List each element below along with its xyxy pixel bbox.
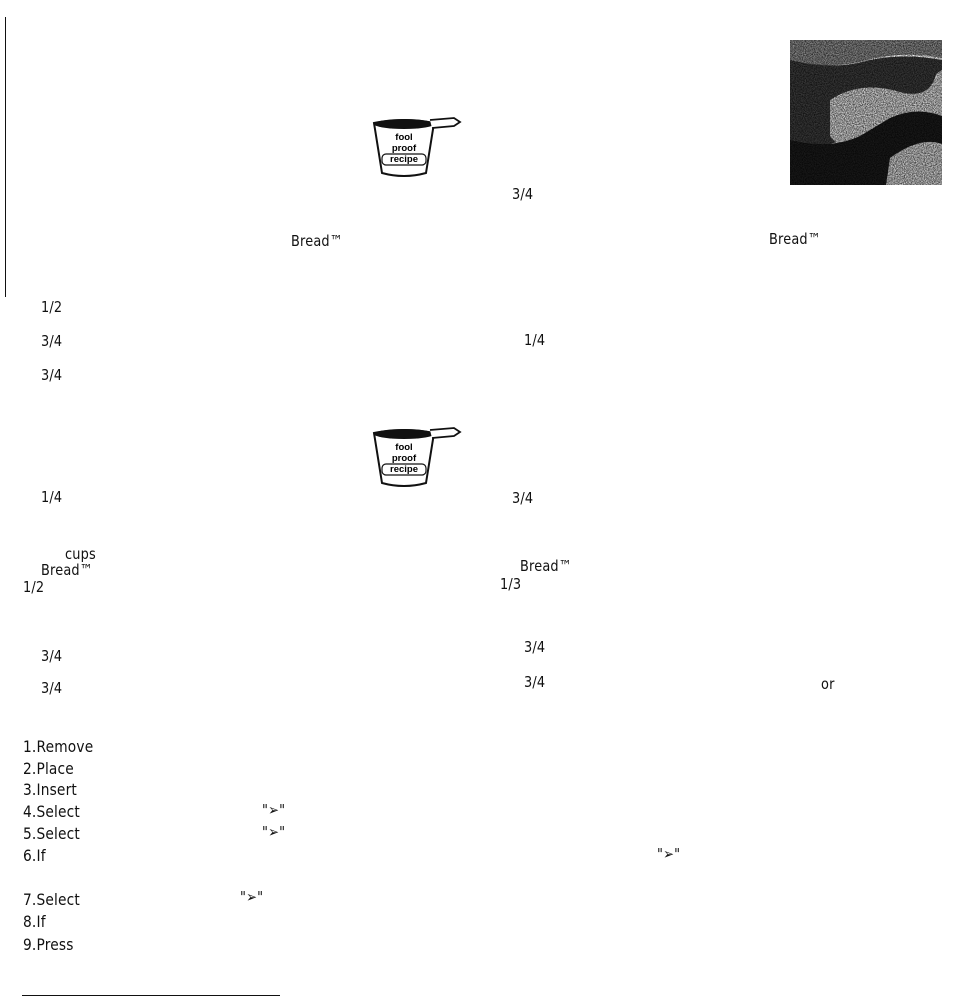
- text-fragment: 1/2: [23, 578, 45, 596]
- text-fragment: cups: [65, 545, 96, 563]
- text-fragment: 3/4: [512, 185, 534, 203]
- step-7: 7.Select: [23, 890, 80, 909]
- text-fragment: 3/4: [41, 366, 63, 384]
- text-fragment: Bread™: [769, 230, 821, 248]
- text-fragment: 3/4: [41, 647, 63, 665]
- fool-proof-recipe-icon: [368, 425, 462, 487]
- arrow-symbol: "➢": [262, 801, 286, 819]
- badge-line-recipe: recipe: [390, 154, 418, 165]
- text-fragment: Bread™: [520, 557, 572, 575]
- text-fragment: 1/3: [500, 575, 522, 593]
- step-6: 6.If: [23, 846, 46, 865]
- text-fragment: Bread™: [41, 561, 93, 579]
- text-fragment: 3/4: [41, 332, 63, 350]
- step-1: 1.Remove: [23, 737, 94, 756]
- footnote-rule: [22, 995, 280, 996]
- text-fragment: 1/4: [41, 488, 63, 506]
- text-fragment: 3/4: [524, 673, 546, 691]
- badge-line-fool: fool: [395, 442, 413, 453]
- text-fragment: 1/4: [524, 331, 546, 349]
- arrow-symbol: "➢": [262, 823, 286, 841]
- step-4: 4.Select: [23, 802, 80, 821]
- step-5: 5.Select: [23, 824, 80, 843]
- text-fragment: 3/4: [524, 638, 546, 656]
- text-fragment: or: [821, 675, 835, 693]
- badge-line-fool: fool: [395, 132, 413, 143]
- step-9: 9.Press: [23, 935, 74, 954]
- badge-line-proof: proof: [391, 143, 417, 154]
- step-3: 3.Insert: [23, 780, 77, 799]
- arrow-symbol: "➢": [657, 845, 681, 863]
- text-fragment: 3/4: [41, 679, 63, 697]
- badge-line-recipe: recipe: [390, 464, 418, 475]
- text-fragment: Bread™: [291, 232, 343, 250]
- badge-line-proof: proof: [391, 453, 417, 464]
- bread-photo: [790, 40, 942, 185]
- step-8: 8.If: [23, 912, 46, 931]
- text-fragment: 1/2: [41, 298, 63, 316]
- arrow-symbol: "➢": [240, 888, 264, 906]
- step-2: 2.Place: [23, 759, 74, 778]
- left-margin-rule: [5, 17, 6, 297]
- fool-proof-recipe-icon: [368, 115, 462, 177]
- text-fragment: 3/4: [512, 489, 534, 507]
